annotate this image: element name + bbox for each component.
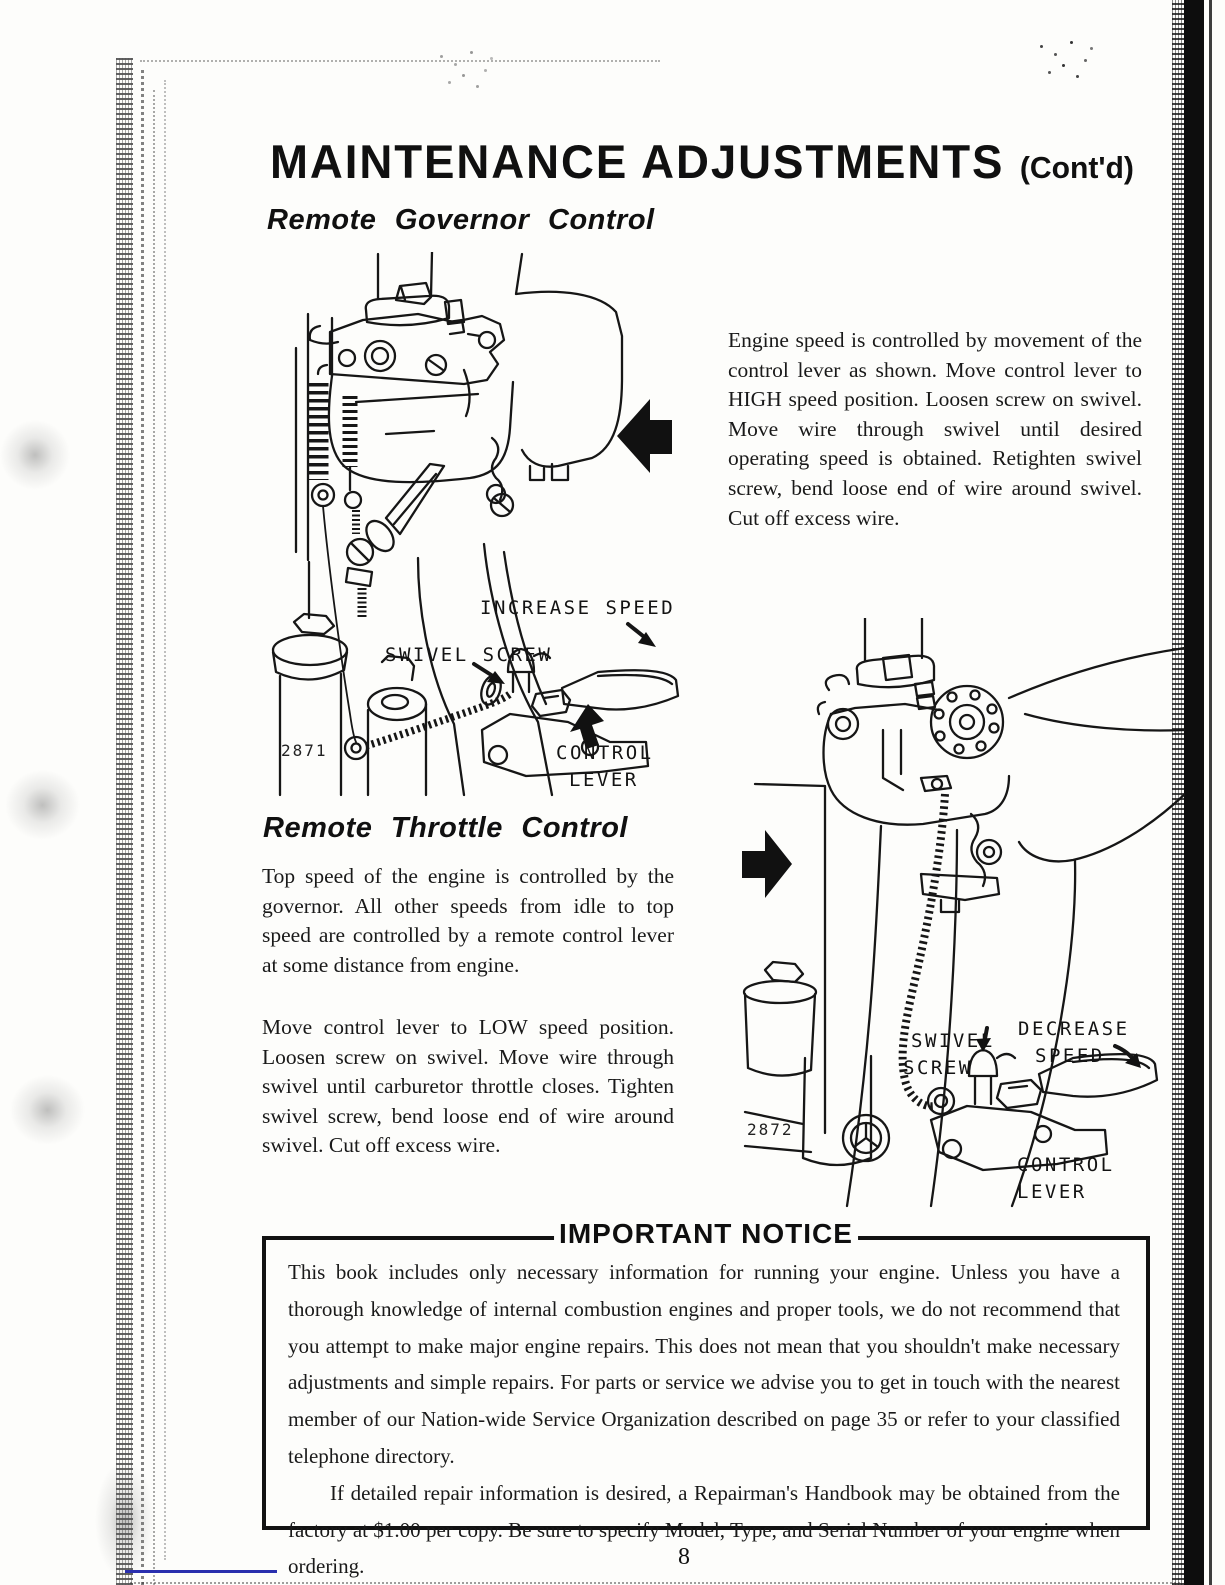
- swivel-screw-part: [969, 1050, 1015, 1104]
- label-decrease-speed-line1: DECREASE: [1018, 1018, 1130, 1040]
- binding-noise-column: [141, 70, 147, 1585]
- label-swivel-screw-line2: SCREW: [903, 1057, 973, 1079]
- scan-speckle-artifact: [1040, 45, 1043, 48]
- label-control-lever-line1: CONTROL: [1017, 1154, 1115, 1176]
- right-arrow-icon: [742, 830, 792, 898]
- engine-line-art: [273, 252, 678, 795]
- engine-line-art: [744, 618, 1185, 1206]
- page-title: [270, 134, 1134, 189]
- scan-dash-artifact: [140, 60, 660, 62]
- label-increase-speed: INCREASE SPEED: [480, 597, 676, 619]
- figure-number: 2871: [281, 741, 328, 760]
- throttle-paragraph-1: Top speed of the engine is controlled by the governor. All other speeds from idle to top speed are controlled by a remote control lever at some distance from engine.: [262, 864, 674, 977]
- label-control-lever-line2: LEVER: [569, 769, 639, 791]
- section-heading-remote-throttle-control: Remote Throttle Control: [263, 812, 628, 844]
- page-edge-band: [1184, 0, 1204, 1585]
- flange-disc: [931, 686, 1003, 758]
- figure-number: 2872: [747, 1120, 794, 1139]
- page-title-suffix: (Cont'd): [1019, 150, 1134, 185]
- page-number: 8: [678, 1544, 690, 1570]
- figure-remote-governor-control: [268, 252, 698, 797]
- label-control-lever-line2: LEVER: [1017, 1181, 1087, 1203]
- binding-noise-column: [153, 90, 157, 1585]
- important-notice-box: [262, 1218, 1150, 1579]
- section-heading-remote-governor-control: Remote Governor Control: [267, 204, 655, 236]
- figure-remote-throttle-control: [725, 618, 1185, 1208]
- scan-blob-artifact: [10, 1075, 85, 1145]
- left-arrow-icon: [617, 399, 672, 473]
- label-control-lever-line1: CONTROL: [556, 742, 654, 764]
- notice-paragraph-2: If detailed repair information is desired, a Repairman's Handbook may be obtained from the factory at $1.00 per copy. Be sure to specify Model, Type, and Serial Number of your engine when ordering.: [288, 1480, 1120, 1579]
- notice-heading: IMPORTANT NOTICE: [554, 1218, 858, 1250]
- binding-noise-column: [164, 80, 168, 1560]
- page-edge-line: [1209, 0, 1212, 1585]
- label-swivel-screw-line1: SWIVEL: [911, 1030, 995, 1052]
- label-decrease-speed-line2: SPEED: [1035, 1045, 1105, 1067]
- throttle-paragraph-2: Move control lever to LOW speed position. Loosen screw on swivel. Move wire through swivel until carburetor throttle closes. Tighten swivel screw, bend loose end of wire around swivel. Cut off excess wire.: [262, 1015, 674, 1158]
- governor-engine-illustration: [268, 252, 698, 797]
- scan-blob-artifact: [95, 1460, 155, 1580]
- scan-blob-artifact: [0, 420, 70, 490]
- scan-blob-artifact: [5, 770, 80, 840]
- scan-speckle-artifact: [440, 55, 443, 58]
- scan-blue-line-artifact: [125, 1570, 277, 1573]
- throttle-engine-illustration: [725, 618, 1185, 1208]
- notice-body: [288, 1254, 1120, 1585]
- page-title-text: MAINTENANCE ADJUSTMENTS: [270, 135, 1005, 188]
- notice-paragraph-1: This book includes only necessary information for running your engine. Unless you have a thorough knowledge of internal combustion engines and proper tools, we do not recommend that you attempt to make major engine repairs. This does not mean that you shouldn't make necessary adjustments and simple repairs. For parts or service we advise you to get in touch with the nearest member of our Nation-wide Service Organization described on page 35 or refer to your classified telephone directory.: [288, 1260, 1120, 1468]
- label-swivel-screw: SWIVEL SCREW: [385, 644, 553, 666]
- binding-noise-column: [116, 58, 133, 1585]
- governor-paragraph: Engine speed is controlled by movement of the control lever as shown. Move control lever to HIGH speed position. Loosen screw on swivel. Move wire through swivel until desired operating speed is obtained. Retighten swivel screw, bend loose end of wire around swivel. Cut off excess wire.: [728, 328, 1142, 530]
